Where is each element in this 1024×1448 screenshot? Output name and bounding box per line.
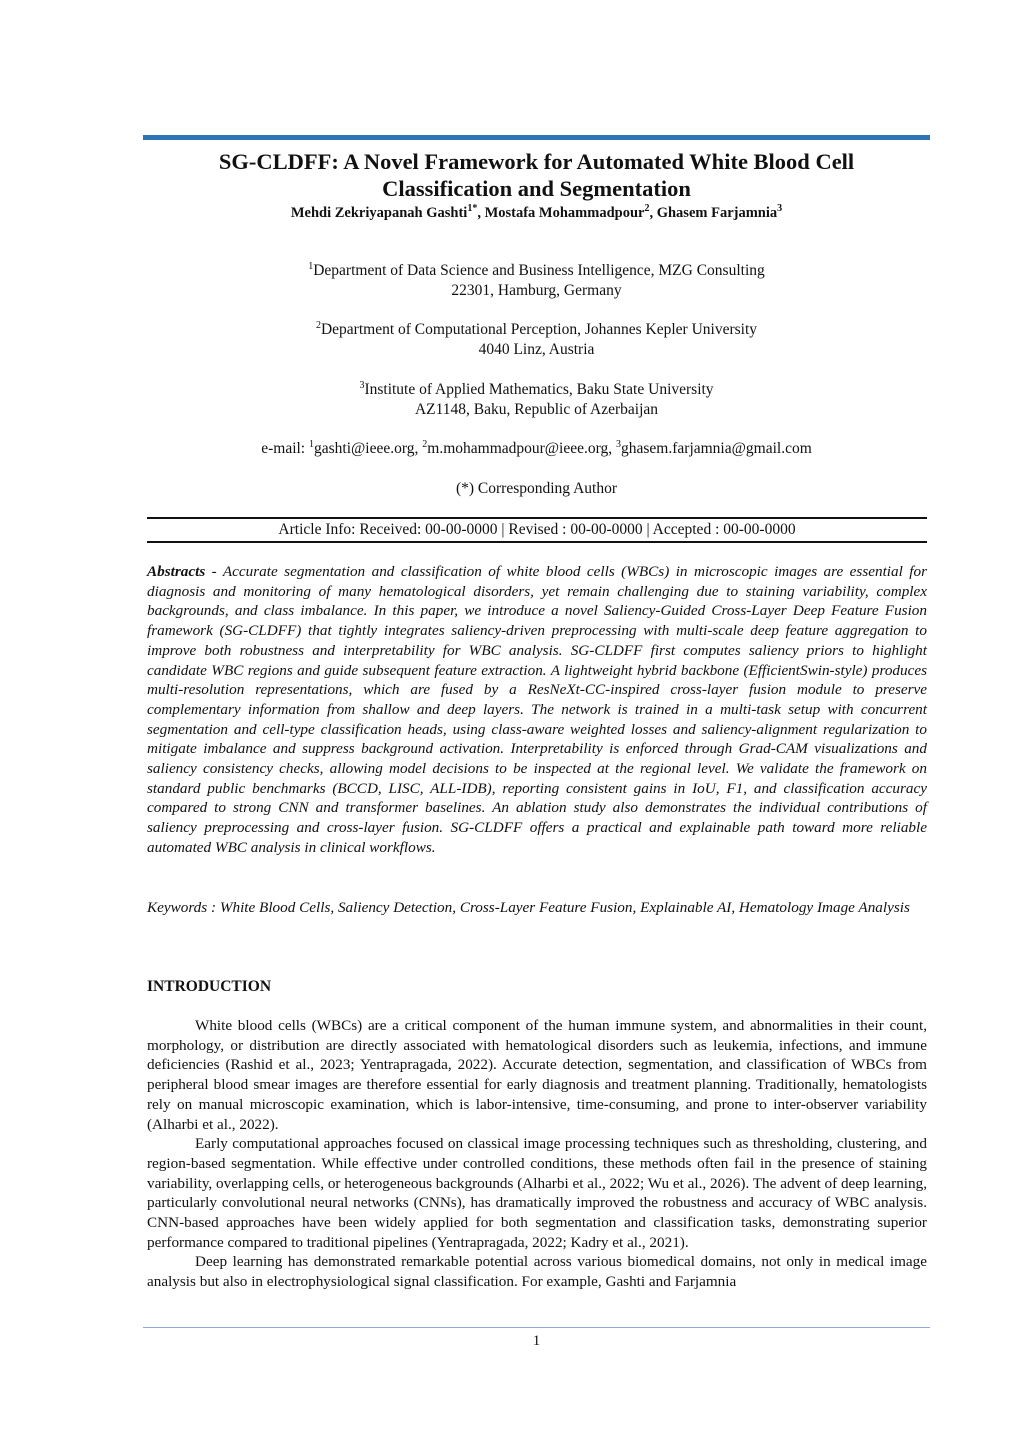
keywords: Keywords : White Blood Cells, Saliency Detection, Cross-Layer Feature Fusion, Explainable AI, Hematology Image Analysis — [147, 899, 910, 916]
author-name: Ghasem Farjamnia — [656, 205, 778, 221]
paper-title — [143, 148, 930, 202]
author-name: Mostafa Mohammadpour — [484, 205, 645, 221]
author-name: Mehdi Zekriyapanah Gashti — [290, 205, 468, 221]
paragraph: Early computational approaches focused on classical image processing techniques such as thresholding, clustering, and region-based segmentation. While effective under controlled conditions, these methods often fail in the presence of staining variability, overlapping cells, or heterogeneous backgrounds (Alharbi et al., 2022; Wu et al., 2026). The advent of deep learning, particularly convolutional neural networks (CNNs), has dramatically improved the robustness and accuracy of WBC analysis. CNN-based approaches have been widely applied for both segmentation and classification tasks, demonstrating superior performance compared to traditional pipelines (Yentrapragada, 2022; Kadry et al., 2021). — [147, 1135, 927, 1251]
title-line-2: Classification and Segmentation — [382, 176, 691, 201]
affiliation-3: $^3$Institute of Applied Mathematics, Baku State University AZ1148, Baku, Republic of Azerbaijan — [359, 379, 714, 418]
article-info: Article Info: Received: 00-00-0000 | Revised : 00-00-0000 | Accepted : 00-00-0000 — [147, 517, 927, 543]
footer-rule — [143, 1327, 930, 1328]
email-link[interactable]: ghasem.farjamnia@gmail.com — [621, 440, 812, 457]
affiliation-2: $^2$Department of Computational Perception, Johannes Kepler University 4040 Linz, Austria — [315, 319, 758, 358]
author-sup: 2 — [644, 203, 650, 215]
author-list: Mehdi Zekriyapanah Gashti$^{1*}$, Mostafa Mohammadpour$^2$, Ghasem Farjamnia$^3$ — [290, 203, 783, 221]
affiliation-1: $^1$Department of Data Science and Business Intelligence, MZG Consulting 22301, Hamburg, Germany — [308, 260, 765, 299]
section-heading-introduction: INTRODUCTION — [147, 978, 272, 995]
abstract — [147, 562, 927, 858]
top-rule — [143, 135, 930, 140]
corresponding-author-note: (*) Corresponding Author — [455, 480, 617, 497]
email-link[interactable]: gashti@ieee.org — [314, 440, 415, 457]
paragraph: White blood cells (WBCs) are a critical component of the human immune system, and abnormalities in their count, morphology, or distribution are directly associated with hematological disorders such as leukemia, infections, and immune deficiencies (Rashid et al., 2023; Yentrapragada, 2022). Accurate detection, segmentation, and classification of WBCs from peripheral blood smear images are therefore essential for early diagnosis and treatment planning. Traditionally, hematologists rely on manual microscopic examination, which is labor-intensive, time-consuming, and prone to inter-observer variability (Alharbi et al., 2022). — [147, 1017, 927, 1133]
email-line: e-mail: $^1$gashti@ieee.org, $^2$m.mohammadpour@ieee.org, $^3$ghasem.farjamnia@gmail.com — [261, 438, 812, 457]
paragraph: Deep learning has demonstrated remarkable potential across various biomedical domains, not only in medical image analysis but also in electrophysiological signal classification. For example, Gashti and Farjamnia — [147, 1253, 927, 1291]
abstract-label: Abstracts — [147, 563, 206, 580]
page-number: 1 — [532, 1333, 541, 1349]
introduction-body — [147, 1016, 927, 1292]
abstract-text: - Accurate segmentation and classification of white blood cells (WBCs) in microscopic images are essential for diagnosis and monitoring of many hematological disorders, yet remain challenging due to staining variability, complex backgrounds, and class imbalance. In this paper, we introduce a novel Saliency-Guided Cross-Layer Deep Feature Fusion framework (SG-CLDFF) that tightly integrates saliency-driven preprocessing with multi-scale deep feature aggregation to improve both robustness and interpretability for WBC analysis. SG-CLDFF first computes saliency priors to highlight candidate WBC regions and guide subsequent feature extraction. A lightweight hybrid backbone (EfficientSwin-style) produces multi-resolution representations, which are fused by a ResNeXt-CC-inspired cross-layer fusion module to preserve complementary information from shallow and deep layers. The network is trained in a multi-task setup with concurrent segmentation and cell-type classification heads, using class-aware weighted losses and saliency-alignment regularization to mitigate imbalance and suppress background activation. Interpretability is enforced through Grad-CAM visualizations and saliency consistency checks, allowing model decisions to be inspected at the regional level. We validate the framework on standard public benchmarks (BCCD, LISC, ALL-IDB), reporting consistent gains in IoU, F1, and classification accuracy compared to strong CNN and transformer baselines. An ablation study also demonstrates the individual contributions of saliency preprocessing and cross-layer fusion. SG-CLDFF offers a practical and explainable path toward more reliable automated WBC analysis in clinical workflows. — [147, 563, 927, 856]
author-sup: 3 — [777, 203, 783, 215]
title-line-1: SG-CLDFF: A Novel Framework for Automated White Blood Cell — [218, 149, 855, 174]
email-link[interactable]: m.mohammadpour@ieee.org — [427, 440, 609, 457]
author-sup: 1* — [467, 203, 478, 215]
